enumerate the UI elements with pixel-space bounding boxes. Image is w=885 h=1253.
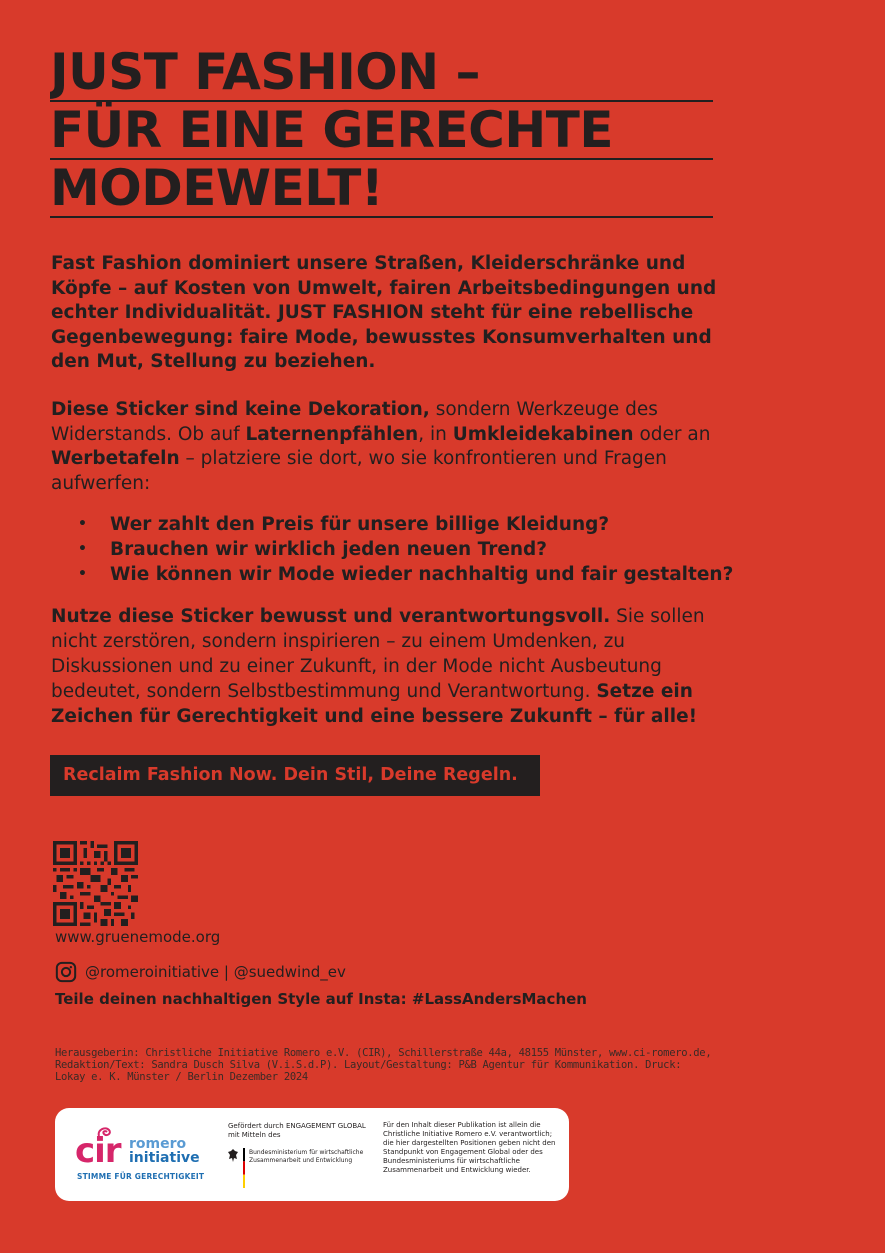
ministry-logo (227, 1148, 367, 1188)
question-text: Wer zahlt den Preis für unsere billige Kleidung? (110, 514, 610, 535)
list-item (78, 512, 778, 537)
qr-code-icon[interactable] (53, 841, 138, 926)
instagram-handles[interactable]: @romeroinitiative | @suedwind_ev (85, 963, 346, 981)
title-line-2: FÜR EINE GERECHTE (50, 102, 713, 160)
federal-eagle-icon (227, 1148, 239, 1164)
sticker-text-1: sondern Werkzeuge des Widerstands. Ob auf (51, 399, 658, 445)
romero-logo-text: romero (129, 1136, 187, 1152)
sticker-text-4: – platziere sie dort, wo sie konfrontieren und Fragen aufwerfen: (51, 448, 667, 494)
title-line-3: MODEWELT! (50, 160, 713, 218)
question-list (78, 512, 778, 587)
sticker-text-3: oder an (633, 423, 711, 445)
sticker-paragraph (51, 398, 721, 496)
cta-bold-2: Setze ein Zeichen für Gerechtigkeit und eine bessere Zukunft – für alle! (51, 681, 698, 727)
bullet-icon: • (78, 516, 87, 532)
instagram-icon (55, 961, 77, 983)
instagram-row (55, 960, 346, 984)
imprint-text: Herausgeberin: Christliche Initiative Romero e.V. (CIR), Schillerstraße 44a, 48155 Münster, www.ci-romero.de, Redaktion/Text: Sandra Dusch Silva (V.i.S.d.P). Layout/Gestaltung: P&B Agentur für Kommunikation. Druck: Lokay e. K. Münster / Berlin Dezember 2024 (55, 1047, 712, 1083)
cta-text-1: Sie sollen nicht zerstören, sondern inspirieren – zu einem Umdenken, zu Diskussionen und zu einer Zukunft, in der Mode nicht Ausbeutung bedeutet, sondern Selbstbestimmung und Verantwortung. (51, 606, 705, 702)
sticker-text-2: , in (418, 423, 453, 445)
question-text: Wie können wir Mode wieder nachhaltig und fair gestalten? (110, 564, 734, 585)
title-line-1: JUST FASHION – (50, 44, 713, 102)
disclaimer-text: Für den Inhalt dieser Publikation ist allein die Christliche Initiative Romero e.V. verantwortlich; die hier dargestellten Positionen geben nicht den Standpunkt von Engagement Global oder des Bundesministeriums für wirtschaftliche Zusammenarbeit und Entwicklung wieder. (383, 1121, 556, 1174)
german-flag-icon (243, 1148, 245, 1188)
call-to-action-paragraph (51, 604, 731, 729)
page-title (50, 44, 713, 218)
sticker-bold-2: Laternenpfählen (245, 423, 419, 445)
footer-logo-box (55, 1108, 569, 1201)
ministry-name: Bundesministerium für wirtschaftliche Zusammenarbeit und Entwicklung (249, 1149, 364, 1164)
funding-note: Gefördert durch ENGAGEMENT GLOBAL mit Mitteln des (228, 1122, 366, 1139)
sticker-bold-4: Werbetafeln (51, 448, 180, 469)
website-link[interactable]: www.gruenemode.org (55, 928, 221, 946)
bullet-icon: • (78, 541, 87, 557)
bullet-icon: • (78, 566, 87, 582)
intro-paragraph: Fast Fashion dominiert unsere Straßen, Kleiderschränke und Köpfe – auf Kosten von Umwelt, fairen Arbeitsbedingungen und echter Individualität. JUST FASHION steht für eine rebellische Gegenbewegung: faire Mode, bewusstes Konsumverhalten und den Mut, Stellung zu beziehen. (51, 253, 717, 372)
logo-tagline: STIMME FÜR GERECHTIGKEIT (77, 1172, 205, 1181)
share-hashtag: Teile deinen nachhaltigen Style auf Insta: #LassAndersMachen (55, 990, 587, 1008)
cta-bold-1: Nutze diese Sticker bewusst und verantwortungsvoll. (51, 606, 611, 627)
list-item (78, 537, 778, 562)
sticker-bold-1: Diese Sticker sind keine Dekoration, (51, 399, 430, 420)
slogan-banner: Reclaim Fashion Now. Dein Stil, Deine Regeln. (50, 755, 540, 796)
cir-logo-text: cir (75, 1131, 121, 1171)
sticker-bold-3: Umkleidekabinen (452, 423, 634, 445)
initiative-logo-text: initiative (129, 1150, 200, 1166)
list-item (78, 562, 778, 587)
question-text: Brauchen wir wirklich jeden neuen Trend? (110, 539, 548, 560)
